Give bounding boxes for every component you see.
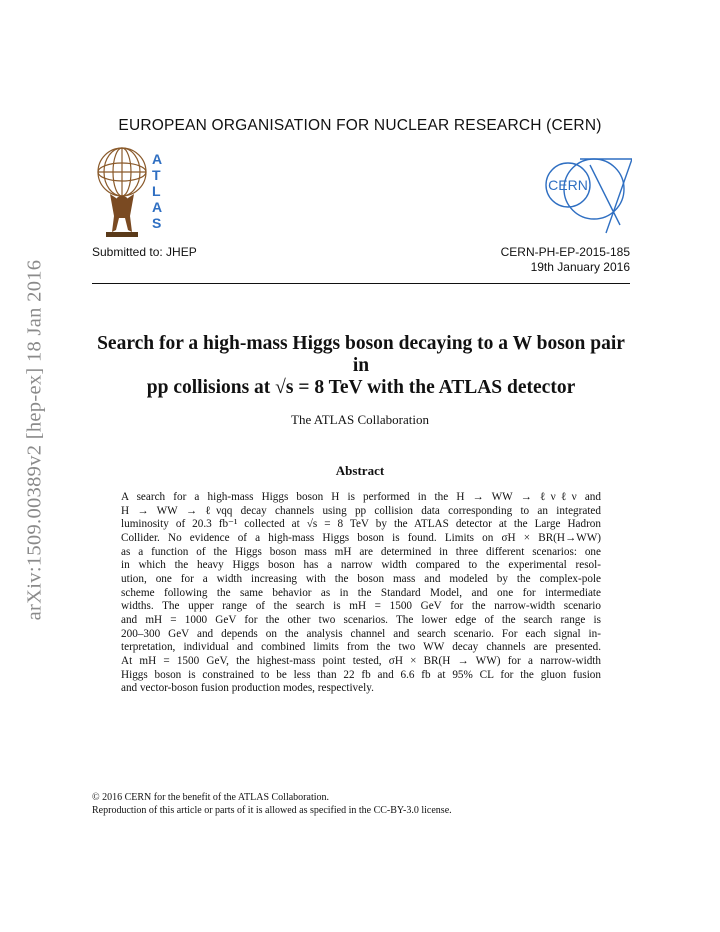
abstract-line: and mH = 1000 GeV for the other two scenarios. The lower edge of the search range is [121, 613, 601, 626]
abstract-body [121, 491, 601, 696]
abstract-line: and vector-boson fusion production modes, respectively. [121, 682, 374, 695]
abstract-line: H → WW → ℓνqq decay channels using pp collision data corresponding to an integrated [121, 504, 601, 517]
abstract-heading: Abstract [335, 463, 385, 478]
title-line-2: pp collisions at √s = 8 TeV with the ATLAS detector [146, 377, 576, 398]
abstract-line: in which the heavy Higgs boson has a narrow width compared to the experimental resol- [121, 559, 601, 572]
atlas-logo-letter: A [152, 151, 163, 167]
abstract-line: as a function of the Higgs boson mass mH are determined in three different scenarios: one [121, 545, 601, 558]
abstract-line: terpretation, individual and combined limits from the two WW decay channels are presented. [121, 641, 601, 654]
abstract-line: At mH = 1500 GeV, the highest-mass point tested, σH × BR(H → WW) for a narrow-width [121, 654, 601, 667]
copyright-line: © 2016 CERN for the benefit of the ATLAS Collaboration. [92, 792, 330, 803]
atlas-logo-letter: T [152, 167, 161, 183]
abstract-line: luminosity of 20.3 fb⁻¹ collected at √s = 8 TeV by the ATLAS detector at the Large Hadron [121, 518, 601, 531]
license-line: Reproduction of this article or parts of it is allowed as specified in the CC-BY-3.0 license. [92, 804, 452, 816]
atlas-logo-letter: S [152, 215, 162, 231]
abstract-line: 200–300 GeV and depends on the analysis channel and search scenario. For each signal in- [121, 627, 601, 640]
report-date: 19th January 2016 [530, 259, 630, 274]
cern-logo-text: CERN [548, 177, 588, 193]
atlas-logo [92, 142, 172, 242]
abstract-line: Higgs boson is constrained to be less than 22 fb and 6.6 fb at 95% CL for the gluon fusion [121, 668, 601, 681]
cern-logo [540, 155, 632, 235]
copyright-footer [92, 792, 452, 817]
arxiv-identifier: arXiv:1509.00389v2 [hep-ex] 18 Jan 2016 [23, 259, 46, 621]
abstract-line: Collider. No evidence of a high-mass Higgs boson is found. Limits on σH × BR(H→WW) [121, 531, 601, 544]
author-list: The ATLAS Collaboration [291, 412, 429, 427]
paper-title [92, 333, 630, 399]
report-number: CERN-PH-EP-2015-185 [500, 245, 630, 259]
organisation-heading: EUROPEAN ORGANISATION FOR NUCLEAR RESEARCH (CERN) [118, 117, 602, 134]
atlas-logo-letter: L [152, 183, 161, 199]
report-block [501, 245, 630, 274]
submitted-to: Submitted to: JHEP [92, 245, 197, 259]
abstract-line: A search for a high-mass Higgs boson H is performed in the H → WW → ℓνℓν and [121, 491, 601, 503]
abstract-line: widths. The upper range of the search is mH = 1500 GeV for the narrow-width scenario [121, 600, 601, 613]
title-line-1: Search for a high-mass Higgs boson decaying to a W boson pair in [97, 333, 625, 376]
header-rule [92, 283, 630, 284]
abstract-line: scheme following the same behavior as in the Standard Model, and one for intermediate [121, 586, 601, 599]
atlas-logo-letter: A [152, 199, 163, 215]
abstract-line: ution, one for a width increasing with the boson mass and modeled by the complex-pole [121, 572, 601, 585]
